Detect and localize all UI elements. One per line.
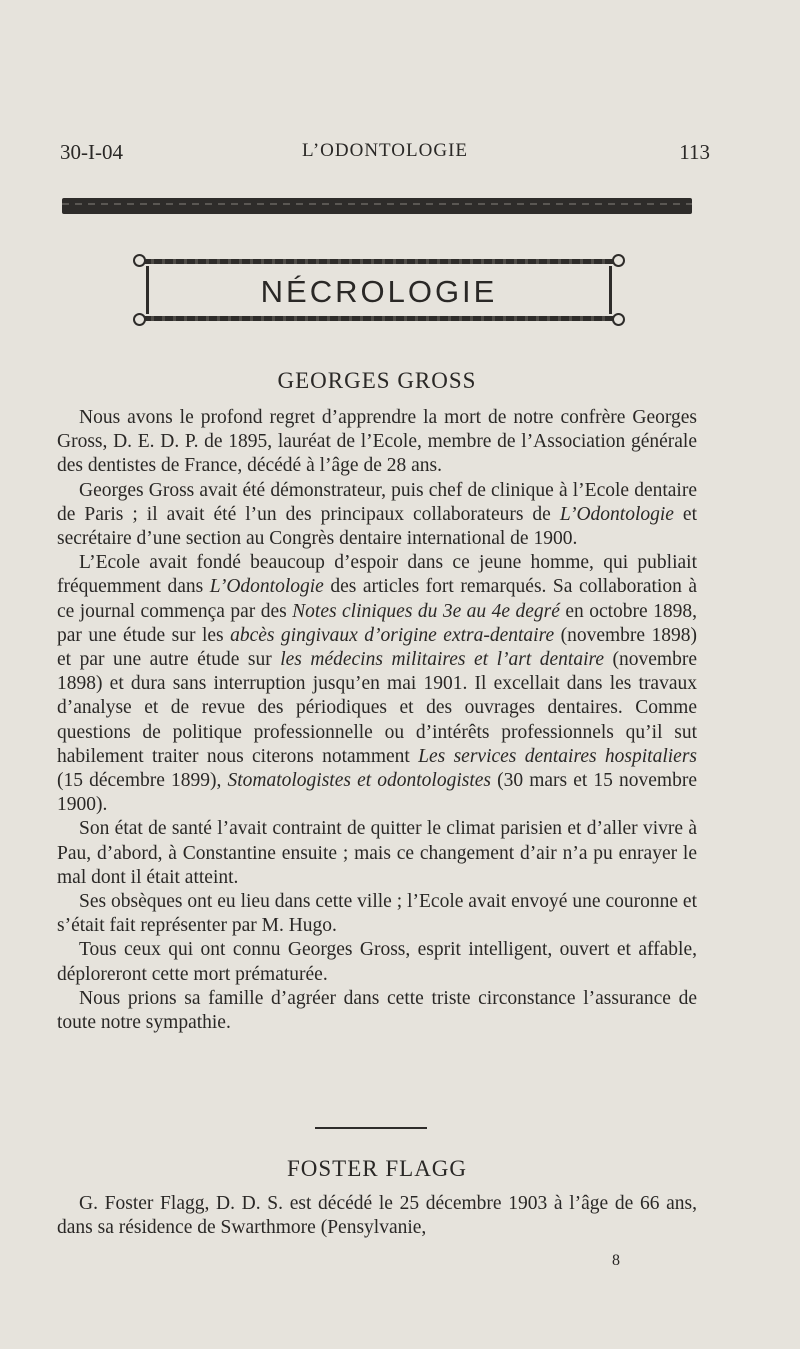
article-flagg [57,1192,697,1240]
signature-mark: 8 [612,1252,620,1269]
section-separator [315,1127,427,1129]
article-gross [57,406,697,1035]
section-title-gross: GEORGES GROSS [277,368,477,393]
paragraph: Nous avons le profond regret d’apprendre la mort de notre confrère Georges Gross, D. E. D. P. de 1895, lauréat de l’Ecole, membre de l’Association générale des dentistes de France, décédé à l’âge de 28 ans. [57,407,697,477]
banner-title: NÉCROLOGIE [260,274,498,309]
paragraph: Ses obsèques ont eu lieu dans cette ville ; l’Ecole avait envoyé une couronne et s’était fait représenter par M. Hugo. [57,891,697,937]
paragraph: Nous prions sa famille d’agréer dans cette triste circonstance l’assurance de toute notre sympathie. [57,987,697,1034]
paragraph: Son état de santé l’avait contraint de quitter le climat parisien et d’aller vivre à Pau, d’abord, à Constantine ensuite ; mais ce changement d’air n’a pu enrayer le mal dont il était atteint. [57,818,697,888]
paragraph: G. Foster Flagg, D. D. S. est décédé le 25 décembre 1903 à l’âge de 66 ans, dans sa résidence de Swarthmore (Pensylvanie, [57,1193,697,1239]
banner-corner-icon [133,313,146,326]
banner-top-line [143,259,615,264]
decorative-rule [62,198,692,214]
header-date: 30-I-04 [60,140,123,164]
section-title-flagg: FOSTER FLAGG [286,1156,468,1181]
paragraph: Tous ceux qui ont connu Georges Gross, esprit intelligent, ouvert et affable, déploreront cette mort prématurée. [57,939,697,985]
running-header [60,140,710,170]
header-page-number: 113 [679,140,710,164]
paragraph: Georges Gross avait été démonstrateur, puis chef de clinique à l’Ecole dentaire de Paris ; il avait été l’un des principaux collaborateurs de L’Odontologie et secrétaire d’une section au Congrès dentaire international de 1900. [57,479,697,550]
header-journal: L’ODONTOLOGIE [301,140,469,161]
banner-corner-icon [612,254,625,267]
banner-corner-icon [133,254,146,267]
necrologie-banner [133,250,625,330]
banner-bottom-line [143,316,615,321]
paragraph: L’Ecole avait fondé beaucoup d’espoir dans ce jeune homme, qui publiait fréquemment dans L’Odontologie des articles fort remarqués. Sa collaboration à ce journal commença par des Notes cliniques du 3e au 4e degré en octobre 1898, par une étude sur les abcès gingivaux d’origine extra-dentaire (novembre 1898) et par une autre étude sur les médecins militaires et l’art dentaire (novembre 1898) et dura sans interruption jusqu’en mai 1901. Il excellait dans les travaux d’analyse et de revue des périodiques et des ouvrages dentaires. Comme questions de politique professionnelle ou d’intérêts professionnels qu’il sut habilement traiter nous citerons notamment Les services dentaires hospitaliers (15 décembre 1899), Stomatologistes et odontologistes (30 mars et 15 novembre 1900). [57,552,697,816]
banner-corner-icon [612,313,625,326]
